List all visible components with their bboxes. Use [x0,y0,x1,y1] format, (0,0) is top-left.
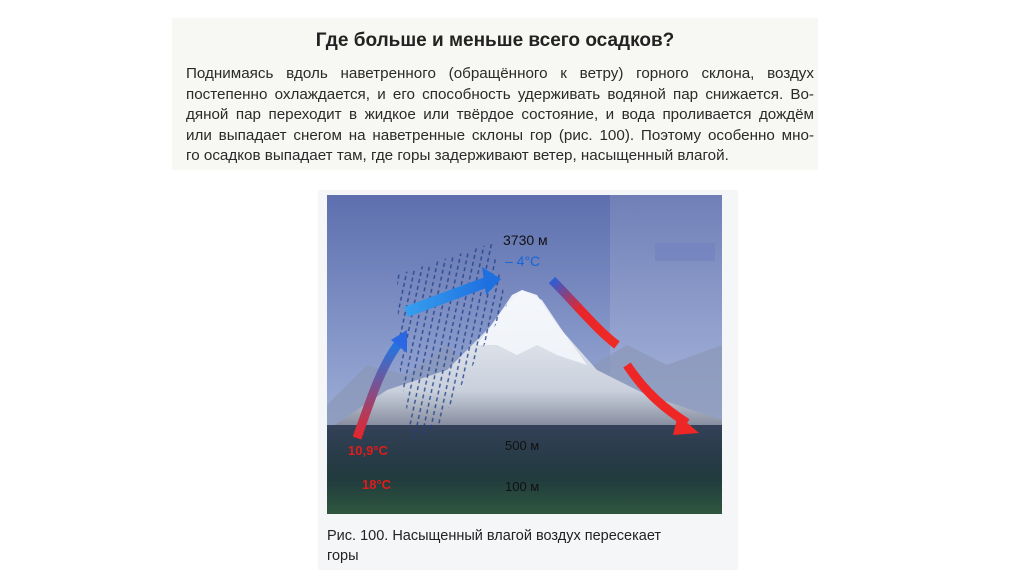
caption-line: горы [327,548,359,564]
mountain-illustration [327,195,722,514]
paragraph-line: постепенно охлаждается, и его способность удерживать водяной пар снижается. Во- [186,85,814,103]
peak-altitude-label: 3730 м [503,232,548,248]
peak-temperature-label: – 4°C [505,253,541,269]
paragraph-line: или выпадает снегом на наветренные склоны гор (рис. 100). Поэтому особенно мно- [186,126,814,144]
base-altitude-label: 100 м [505,479,540,494]
paragraph-line: Поднимаясь вдоль наветренного (обращённого к ветру) горного склона, воздух [186,65,814,82]
paragraph-line: дяной пар переходит в жидкое или твёрдое состояние, и вода проливается дождём [186,106,814,123]
faded-altitude-label [655,243,715,261]
section-heading: Где больше и меньше всего осадков? [315,30,675,51]
body-paragraph [186,64,814,167]
mid-altitude-label: 500 м [505,438,540,453]
base-temperature-label: 18°C [362,477,392,492]
caption-line: Рис. 100. Насыщенный влагой воздух пересекает [327,528,662,544]
mid-temperature-label: 10,9°C [348,443,388,458]
figure-caption [327,526,727,566]
paragraph-line: го осадков выпадает там, где горы задерживают ветер, насыщенный влагой. [186,147,729,164]
